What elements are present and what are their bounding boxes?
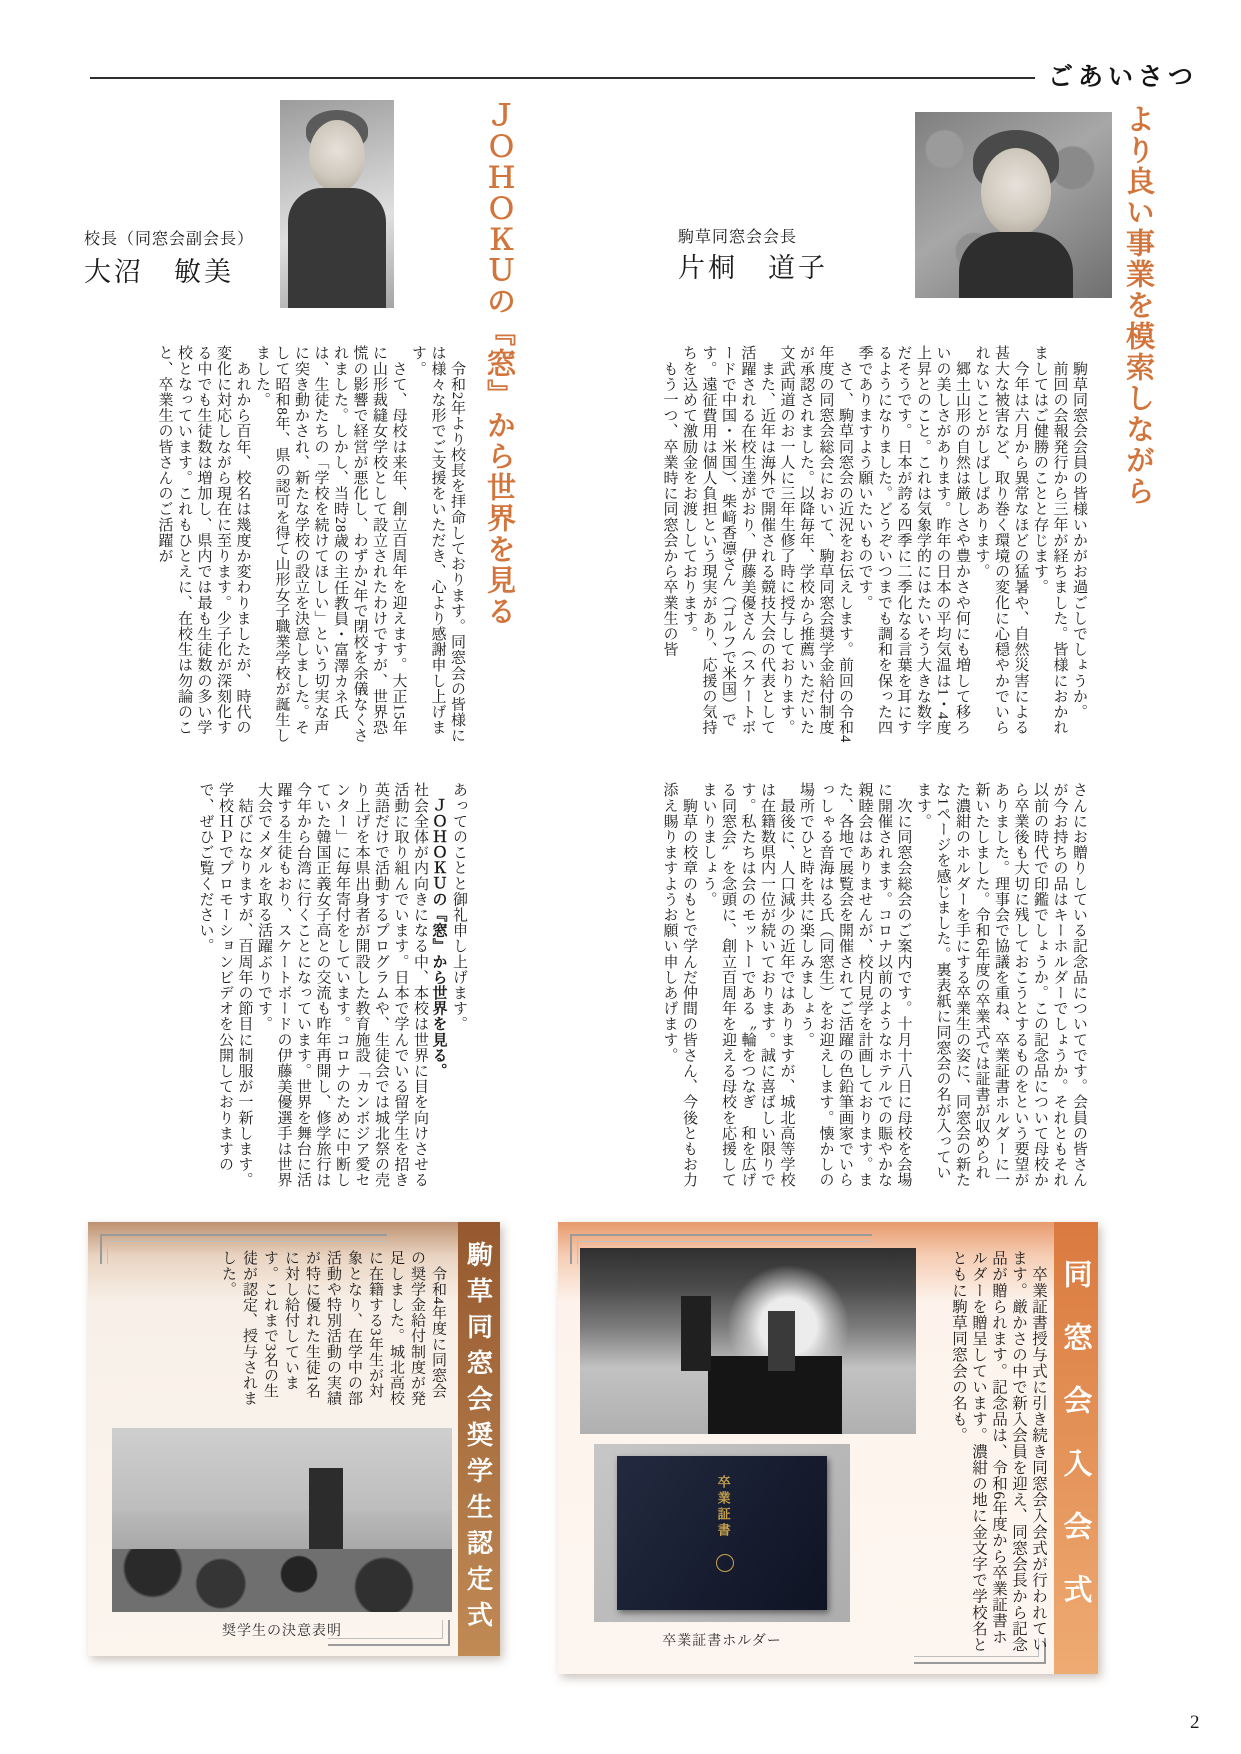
portrait-face-shape bbox=[309, 120, 365, 192]
right-article-title: より良い事業を模索しながら bbox=[1122, 104, 1154, 507]
left-author-role: 校長（同窓会副会長） bbox=[84, 231, 255, 248]
paragraph: 駒草同窓会会員の皆様いかがお過ごしでしょうか。 bbox=[1071, 345, 1087, 720]
paragraph: ＪＯＨＯＫＵの『窓』から世界を見る。 bbox=[430, 782, 448, 1079]
chairperson-portrait-photo bbox=[915, 112, 1112, 298]
paragraph: また、近年は海外で開催される競技大会の代表として活躍される在校生達がおり、伊藤美優さん（スケートボードで中国・米国）、柴﨑香凛さん（ゴルフで米国）です。遠征費用は個人負担という現実があり、応援の気持ちを込めて激励金をお渡ししております。 bbox=[681, 345, 775, 735]
page-number: 2 bbox=[1190, 1712, 1200, 1733]
scholarship-photo-caption: 奨学生の決意表明 bbox=[222, 1622, 342, 1638]
induction-box-title: 同窓会入会式 bbox=[1059, 1259, 1092, 1637]
paragraph: 駒草の校章のもとで学んだ仲間の皆さん、今後ともお力添え賜りますようお願い申しあげます。 bbox=[661, 782, 697, 1188]
holder-gold-title: 卒業証書 bbox=[715, 1474, 731, 1539]
paragraph: 社会全体が内向きになる中、本校は世界に目を向けさせる活動に取り組んでいます。日本で学んでいる留学生を招き英語だけで活動するプログラムや、生徒会では城北祭の売り上げを本県出身者が開設した教育施設「カンボジア愛センター」に毎年寄付をしています。コロナのために中断していた韓国正義女子高との交流も昨年再開し、修学旅行は今年から台湾に行くことになっています。世界を舞台に活躍する生徒もおり、スケートボードの伊藤美優選手は世界大会でメダルを取る活躍ぶりです。 bbox=[256, 782, 428, 1188]
induction-box-title-strip bbox=[1054, 1222, 1098, 1674]
paragraph: 次に同窓会総会のご案内です。十月十八日に母校を会場に開催されます。コロナ以前のようなホテルでの賑やかな親睦会はありませんが、校内見学を計画しております。また、各地で展覧会を開催されてご活躍の色鉛筆画家でいらっしゃる音海はる氏（同窓生）をお迎えします。懐かしの場所でひと時を共に楽しみましょう。 bbox=[798, 782, 912, 1188]
paragraph: あってのことと御礼申し上げます。 bbox=[451, 782, 467, 1032]
scholarship-box-title-strip bbox=[458, 1222, 500, 1656]
header-rule bbox=[90, 77, 1035, 79]
paragraph: 令和2年より校長を拝命しております。同窓会の皆様には様々な形でご支援をいただき、心より感謝申し上げます。 bbox=[410, 345, 465, 744]
portrait-face-shape bbox=[981, 148, 1051, 236]
left-article-body-upper bbox=[88, 345, 466, 747]
photo-person-shape bbox=[768, 1311, 795, 1371]
right-author-name: 片桐 道子 bbox=[678, 253, 828, 283]
certificate-holder-photo bbox=[594, 1444, 850, 1622]
photo-person-shape bbox=[681, 1296, 711, 1370]
right-article-body-upper bbox=[545, 345, 1088, 747]
paragraph: さんにお贈りしている記念品についてです。会員の皆さんが今お持ちの品はキーホルダーでしょうか。それともそれ以前の時代で印鑑でしょうか。この記念品について母校から卒業後も大切に残しておこうとするものをという要望がありました。理事会で協議を重ね、卒業証書ホルダーに一新いたしました。令和6年度の卒業式では証書が収められた濃紺のホルダーを手にする卒業生の姿に、同窓会の新たな1ページを感じました。裏表紙に同窓会の名が入っています。 bbox=[915, 782, 1087, 1188]
portrait-shoulders-shape bbox=[959, 232, 1073, 298]
portrait-shoulders-shape bbox=[288, 188, 386, 308]
scholarship-box-body bbox=[150, 1250, 448, 1410]
paragraph: さて、駒草同窓会の近況をお伝えします。前回の令和4年度の同窓会総会において、駒草同窓会奨学金給付制度が承認されました。以降毎年、学校から推薦いただいた文武両道のお一人に三年生修了時に授与しております。 bbox=[778, 345, 853, 744]
paragraph: あれから百年、校名は幾度か変わりましたが、時代の変化に対応しながら現在に至ります。少子化が深刻化する中でも生徒数は増加し、県内では最も生徒数の多い学校となっています。これもひとえに、在校生は勿論のこと、卒業生の皆さんのご活躍が bbox=[156, 345, 251, 735]
holder-cover-shape bbox=[617, 1456, 827, 1609]
holder-seal-shape bbox=[716, 1554, 734, 1572]
scholarship-box-title: 駒草同窓会奨学生認定式 bbox=[463, 1241, 494, 1637]
holder-photo-caption: 卒業証書ホルダー bbox=[662, 1632, 782, 1648]
paragraph: もう一つ、卒業時に同窓会から卒業生の皆 bbox=[661, 345, 678, 657]
induction-box bbox=[558, 1222, 1098, 1674]
paragraph: 前回の会報発行から三年が経ちました。皆様におかれましてはご健勝のことと存じます。 bbox=[1032, 345, 1068, 735]
left-author-name: 大沼 敏美 bbox=[84, 257, 234, 287]
paragraph: 今年は六月から異常なほどの猛暑や、自然災害による甚大な被害など、取り巻く環境の変化に心穏やかでいられないことがしばしばあります。 bbox=[973, 345, 1029, 735]
right-article-body-lower bbox=[543, 782, 1088, 1188]
photo-audience-shape bbox=[112, 1549, 452, 1612]
induction-ceremony-photo bbox=[580, 1248, 916, 1434]
paragraph: 郷土山形の自然は厳しさや豊かさや何にも増して移ろいの美しさがあります。昨年の日本の平均気温は1・4度上昇とのこと。これは気象学的にはたいそう大きな数字だそうです。日本が誇る四季に二季化なる言葉を耳にするようになりました。どうぞいつまでも調和を保った四季でありますよう願いたいものです。 bbox=[856, 345, 970, 736]
scholarship-box bbox=[88, 1222, 500, 1656]
scholarship-ceremony-photo bbox=[112, 1428, 452, 1612]
right-author-role: 駒草同窓会会長 bbox=[678, 229, 798, 246]
photo-wall-shape bbox=[112, 1428, 452, 1511]
section-label: ごあいさつ bbox=[1048, 63, 1199, 91]
induction-box-body bbox=[924, 1250, 1048, 1658]
paragraph: さて、母校は来年、創立百周年を迎えます。大正15年に山形裁縫女学校として設立されたわけですが、世界恐慌の影響で経営が悪化し、わずか7年で閉校を余儀なくされました。しかし、当時28歳の主任教員・富澤カネ氏は、生徒たちの「学校を続けてほしい」という切実な声に突き動かされ、新たな学校の設立を決意しました。そして昭和8年、県の認可を得て山形女子職業学校が誕生しました。 bbox=[254, 345, 407, 744]
paragraph: 結びになりますが、百周年の節目に制服が一新します。学校ＨＰでプロモーションビデオを公開しておりますので、ぜひご覧ください。 bbox=[197, 782, 253, 1188]
principal-portrait-photo bbox=[280, 100, 394, 308]
paragraph: 卒業証書授与式に引き続き同窓会入会式が行われています。厳かさの中で新入会員を迎え、同窓会長から記念品が贈られます。記念品は、令和6年度から卒業証書ホルダーを贈呈しています。濃紺の地に金文字で学校名とともに駒草同窓会の名も。 bbox=[950, 1250, 1047, 1653]
left-article-title: ＪＯＨＯＫＵの『窓』から世界を見る bbox=[483, 100, 515, 627]
paragraph: 令和4年度に同窓会の奨学金給付制度が発足しました。城北高校に在籍する3年生が対象となり、在学中の部活動や特別活動の実績が特に優れた生徒1名に対し給付しています。これまで3名の生徒が認定、授与されました。 bbox=[220, 1250, 446, 1406]
photo-speaker-shape bbox=[309, 1468, 343, 1553]
left-article-body-lower bbox=[88, 782, 468, 1188]
paragraph: 最後に、人口減少の近年ではありますが、城北高等学校は在籍数県内一位が続いております。誠に喜ばしい限りです。私たちは会のモットーである〝輪をつなぎ 和を広げる同窓会〟を念頭に、創立百周年を迎える母校を応援してまいりましょう。 bbox=[700, 782, 795, 1188]
